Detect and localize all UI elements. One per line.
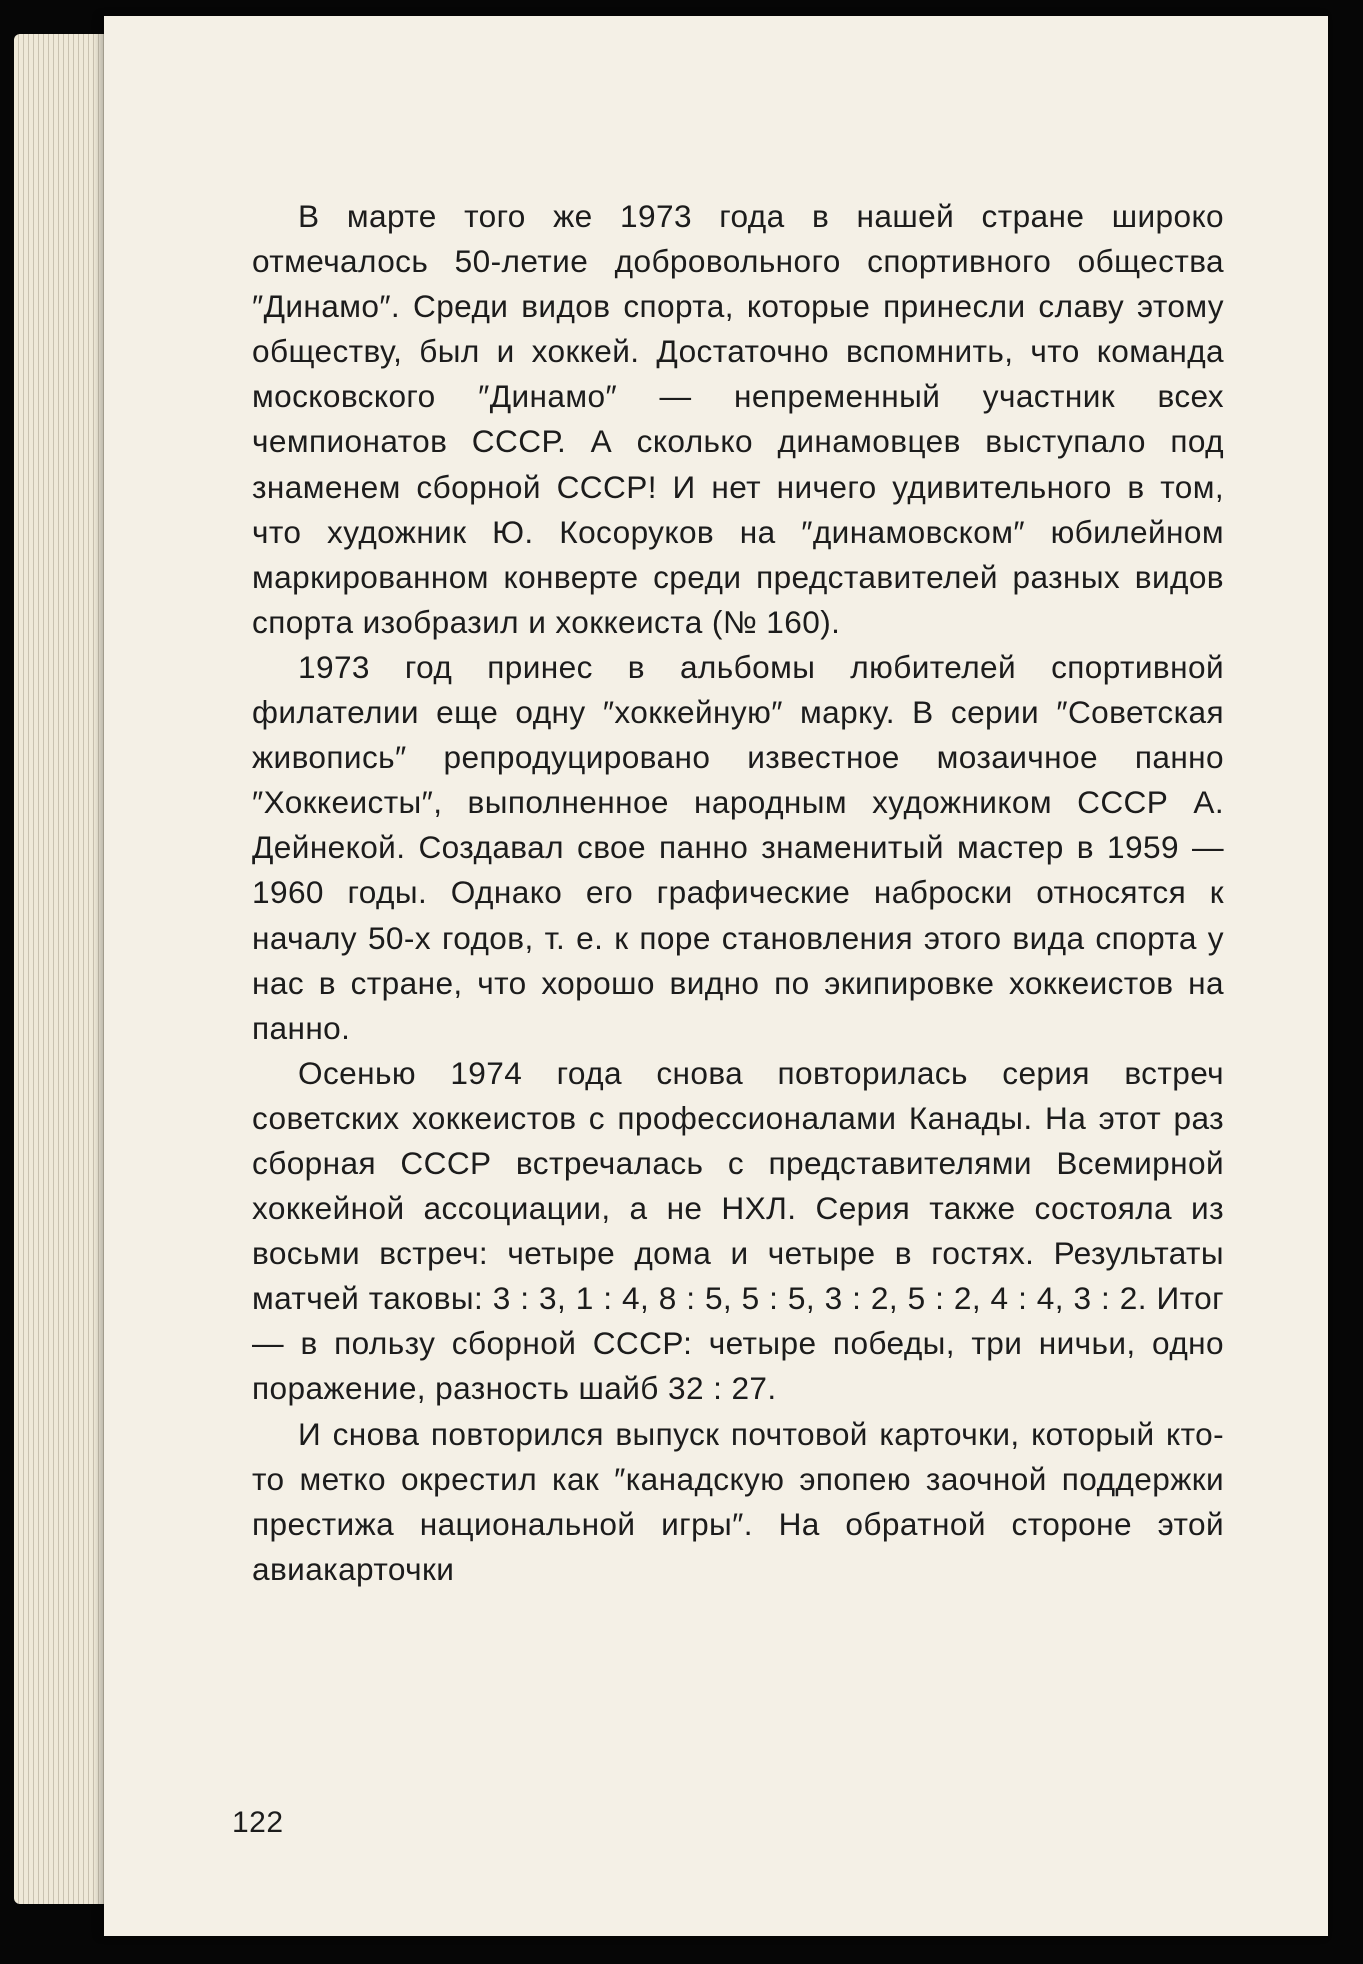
paragraph-2: 1973 год принес в альбомы любителей спортивной филателии еще одну ″хоккейную″ марку. В серии ″Советская живопись″ репродуцировано известное мозаичное панно ″Хоккеисты″, выполненное народным художником СССР А. Дейнекой. Создавал свое панно знаменитый мастер в 1959 — 1960 годы. Однако его графические наброски относятся к началу 50-х годов, т. е. к поре становления этого вида спорта у нас в стране, что хорошо видно по экипировке хоккеистов на панно.: [252, 648, 1224, 1046]
paragraph-4: И снова повторился выпуск почтовой карточки, который кто-то метко окрестил как ″канадскую эпопею заочной поддержки престижа национальной игры″. На обратной стороне этой авиакарточки: [252, 1415, 1224, 1587]
paragraph-3: Осенью 1974 года снова повторилась серия встреч советских хоккеистов с профессионалами Канады. На этот раз сборная СССР встречалась с представителями Всемирной хоккейной ассоциации, а не НХЛ. Серия также состояла из восьми встреч: четыре дома и четыре в гостях. Результаты матчей таковы: 3 : 3, 1 : 4, 8 : 5, 5 : 5, 3 : 2, 5 : 2, 4 : 4, 3 : 2. Итог — в пользу сборной СССР: четыре победы, три ничьи, одно поражение, разность шайб 32 : 27.: [252, 1054, 1224, 1407]
paragraph-1: В марте того же 1973 года в нашей стране широко отмечалось 50-летие добровольного спортивного общества ″Динамо″. Среди видов спорта, которые принесли славу этому обществу, был и хоккей. Достаточно вспомнить, что команда московского ″Динамо″ — непременный участник всех чемпионатов СССР. А сколько динамовцев выступало под знаменем сборной СССР! И нет ничего удивительного в том, что художник Ю. Косоруков на ″динамовском″ юбилейном маркированном конверте среди представителей разных видов спорта изобразил и хоккеиста (№ 160).: [252, 198, 1224, 640]
page-number: 122: [232, 1806, 284, 1839]
page-text: [252, 194, 1224, 1592]
